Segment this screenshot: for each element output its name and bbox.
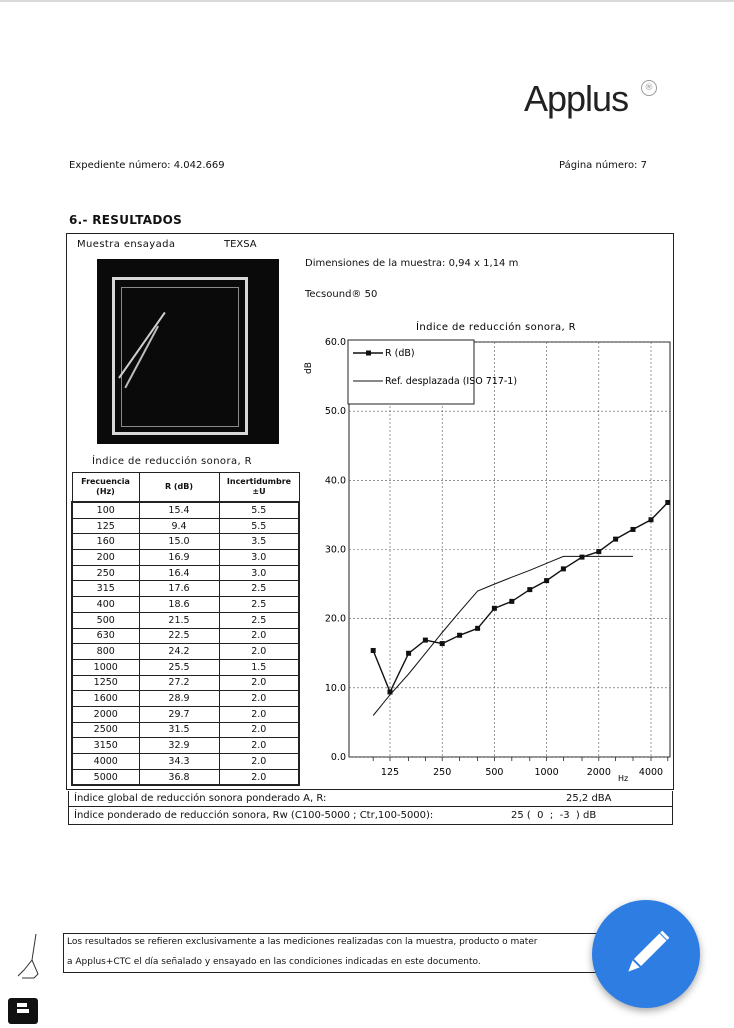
cell-frequency: 5000 (72, 769, 139, 785)
sample-label: Muestra ensayada (77, 239, 176, 250)
cell-frequency: 1000 (72, 659, 139, 675)
table-row (72, 565, 299, 581)
y-tick-label: 50.0 (324, 406, 346, 418)
cell-r: 29.7 (139, 706, 219, 722)
cell-r: 15.4 (139, 502, 219, 518)
data-point-r (406, 651, 411, 656)
product-name: Tecsound® 50 (305, 289, 378, 300)
x-tick-label: 4000 (638, 767, 664, 778)
cell-frequency: 250 (72, 565, 139, 581)
cell-r: 27.2 (139, 675, 219, 691)
x-tick-label: 2000 (586, 767, 611, 778)
cell-r: 21.5 (139, 612, 219, 628)
table-row (72, 518, 299, 534)
cell-uncertainty: 3.0 (219, 565, 299, 581)
global-index-label: Índice global de reducción sonora ponderado A, R: (74, 793, 327, 804)
cell-frequency: 400 (72, 597, 139, 613)
cell-uncertainty: 5.5 (219, 518, 299, 534)
cell-r: 16.9 (139, 550, 219, 566)
cell-r: 25.5 (139, 659, 219, 675)
applus-logo: Applus (524, 78, 629, 119)
cell-r: 15.0 (139, 534, 219, 550)
global-index-value: 25,2 dBA (566, 793, 612, 804)
weighted-index-value: 25 ( 0 ; -3 ) dB (511, 810, 597, 821)
cell-uncertainty: 3.5 (219, 534, 299, 550)
cell-r: 24.2 (139, 644, 219, 660)
cell-r: 16.4 (139, 565, 219, 581)
cell-uncertainty: 2.0 (219, 691, 299, 707)
cell-uncertainty: 2.0 (219, 722, 299, 738)
legend-label-ref: Ref. desplazada (ISO 717-1) (385, 376, 518, 387)
table-row (72, 738, 299, 754)
table-row (72, 502, 299, 518)
table-row (72, 769, 299, 785)
disclaimer-line-2: a Applus+CTC el día señalado y ensayado en las condiciones indicadas en este documento. (67, 957, 481, 967)
pencil-icon (592, 900, 700, 1008)
y-tick-label: 30.0 (324, 544, 346, 556)
data-point-r (492, 606, 497, 611)
table-row (72, 659, 299, 675)
cell-r: 9.4 (139, 518, 219, 534)
top-divider (0, 0, 734, 2)
cell-r: 22.5 (139, 628, 219, 644)
cell-frequency: 200 (72, 550, 139, 566)
cell-frequency: 500 (72, 612, 139, 628)
x-tick-label: 125 (380, 767, 400, 778)
x-tick-label: 500 (485, 767, 504, 778)
x-tick-label: 1000 (534, 767, 559, 778)
cell-frequency: 100 (72, 502, 139, 518)
chart-legend (348, 340, 517, 404)
cell-uncertainty: 5.5 (219, 502, 299, 518)
table-row (72, 597, 299, 613)
cell-uncertainty: 2.0 (219, 738, 299, 754)
data-point-r (371, 648, 376, 653)
table-row (72, 550, 299, 566)
cell-frequency: 1250 (72, 675, 139, 691)
cell-uncertainty: 2.0 (219, 628, 299, 644)
table-row (72, 581, 299, 597)
data-point-r (649, 517, 654, 522)
y-tick-label: 10.0 (324, 682, 346, 694)
col-header-frequency: Frecuencia (Hz) (72, 473, 139, 503)
legend-label-r: R (dB) (385, 348, 415, 359)
data-point-r (527, 587, 532, 592)
cell-frequency: 125 (72, 518, 139, 534)
cell-frequency: 3150 (72, 738, 139, 754)
cell-r: 32.9 (139, 738, 219, 754)
cell-r: 31.5 (139, 722, 219, 738)
cell-r: 28.9 (139, 691, 219, 707)
cell-frequency: 800 (72, 644, 139, 660)
data-point-r (579, 555, 584, 560)
y-tick-label: 20.0 (324, 613, 346, 625)
y-tick-label: 0.0 (330, 752, 346, 763)
sample-photo (97, 259, 279, 444)
cell-frequency: 2500 (72, 722, 139, 738)
edit-fab-button[interactable] (592, 900, 700, 1008)
x-axis-label: Hz (618, 774, 629, 783)
data-point-r (475, 626, 480, 631)
section-title: 6.- RESULTADOS (69, 213, 183, 227)
cell-r: 17.6 (139, 581, 219, 597)
cell-uncertainty: 1.5 (219, 659, 299, 675)
reduction-chart (298, 316, 674, 791)
results-table (71, 472, 300, 786)
cell-frequency: 315 (72, 581, 139, 597)
table-row (72, 534, 299, 550)
expediente-number: Expediente número: 4.042.669 (69, 160, 225, 171)
disclaimer-box (63, 933, 623, 973)
disclaimer-line-1: Los resultados se refieren exclusivamente a las mediciones realizadas con la muestra, producto o mater (67, 937, 538, 947)
cell-uncertainty: 2.5 (219, 581, 299, 597)
data-point-r (509, 599, 514, 604)
faint-watermark-text (130, 84, 134, 98)
x-tick-label: 250 (433, 767, 452, 778)
table-row (72, 612, 299, 628)
data-point-r (544, 578, 549, 583)
sample-name: TEXSA (224, 239, 257, 250)
table-row (72, 628, 299, 644)
col-header-r: R (dB) (139, 473, 219, 503)
cell-uncertainty: 2.0 (219, 644, 299, 660)
chart-title: Índice de reducción sonora, R (416, 322, 576, 333)
series-line-ref (373, 556, 633, 715)
table-title: Índice de reducción sonora, R (92, 456, 252, 467)
cell-uncertainty: 3.0 (219, 550, 299, 566)
y-axis-label: dB (304, 362, 314, 374)
data-point-r (596, 549, 601, 554)
data-point-r (440, 641, 445, 646)
data-point-r (561, 566, 566, 571)
col-header-uncertainty: Incertidumbre ±U (219, 473, 299, 503)
cell-frequency: 160 (72, 534, 139, 550)
cell-uncertainty: 2.5 (219, 612, 299, 628)
cell-frequency: 4000 (72, 754, 139, 770)
cell-frequency: 2000 (72, 706, 139, 722)
sample-dimensions: Dimensiones de la muestra: 0,94 x 1,14 m (305, 258, 519, 269)
cell-frequency: 1600 (72, 691, 139, 707)
table-row (72, 691, 299, 707)
table-row (72, 722, 299, 738)
cell-uncertainty: 2.0 (219, 675, 299, 691)
cell-uncertainty: 2.5 (219, 597, 299, 613)
y-tick-label: 40.0 (324, 475, 346, 487)
cell-r: 36.8 (139, 769, 219, 785)
weighted-index-label: Índice ponderado de reducción sonora, Rw (C100-5000 ; Ctr,100-5000): (74, 810, 434, 821)
cell-uncertainty: 2.0 (219, 754, 299, 770)
data-point-r (457, 633, 462, 638)
table-row (72, 754, 299, 770)
signature-mark (14, 930, 50, 990)
table-row (72, 706, 299, 722)
y-tick-label: 60.0 (324, 337, 346, 348)
page-number: Página número: 7 (559, 160, 647, 171)
data-point-r (613, 537, 618, 542)
legend-marker-r (366, 351, 371, 356)
logo-registered-mark: ® (641, 80, 657, 96)
table-row (72, 675, 299, 691)
data-point-r (665, 500, 670, 505)
cell-r: 18.6 (139, 597, 219, 613)
cell-frequency: 630 (72, 628, 139, 644)
cell-r: 34.3 (139, 754, 219, 770)
data-point-r (388, 689, 393, 694)
data-point-r (423, 638, 428, 643)
table-row (72, 644, 299, 660)
cell-uncertainty: 2.0 (219, 706, 299, 722)
small-stamp-icon (8, 998, 38, 1024)
cell-uncertainty: 2.0 (219, 769, 299, 785)
data-point-r (631, 527, 636, 532)
